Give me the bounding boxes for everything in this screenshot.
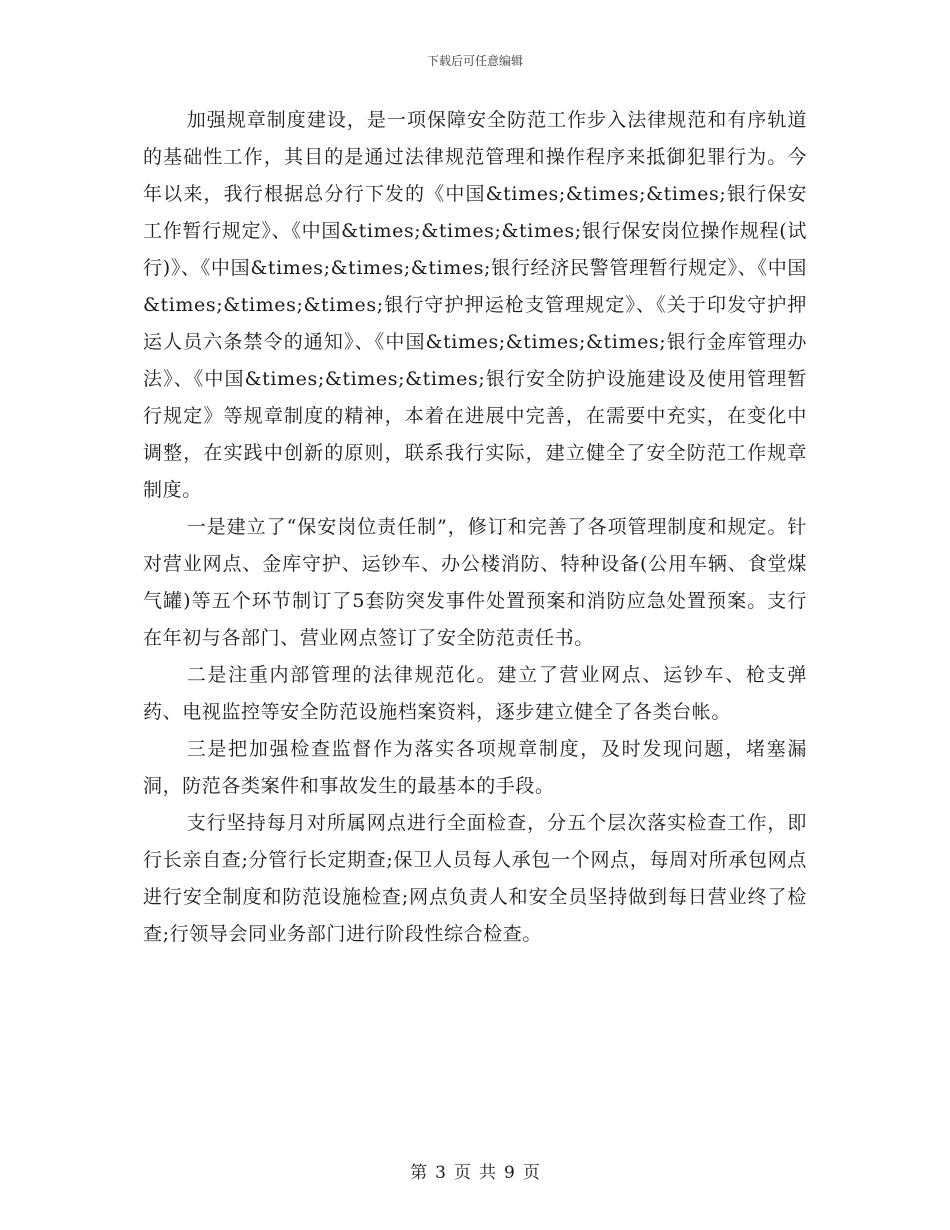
footer-total-label: 共: [479, 1163, 496, 1183]
paragraph-point-three: 三是把加强检查监督作为落实各项规章制度，及时发现问题，堵塞漏洞，防范各类案件和事故发生的最基本的手段。: [143, 738, 807, 797]
page-header: 下载后可任意编辑: [426, 54, 523, 68]
current-page-number: 3: [435, 1163, 446, 1183]
footer-suffix: 页: [522, 1163, 540, 1183]
paragraph-point-two: 二是注重内部管理的法律规范化。建立了营业网点、运钞车、枪支弹药、电视监控等安全防范设施档案资料，逐步建立健全了各类台帐。: [143, 664, 807, 723]
paragraph-point-one: 一是建立了“保安岗位责任制”，修订和完善了各项管理制度和规定。针对营业网点、金库守护、运钞车、办公楼消防、特种设备(公用车辆、食堂煤气罐)等五个环节制订了5套防突发事件处置预案和消防应急处置预案。支行在年初与各部门、营业网点签订了安全防范责任书。: [143, 516, 807, 649]
footer-prefix: 第: [410, 1163, 428, 1183]
page-footer: [0, 1158, 950, 1183]
document-body: [143, 102, 807, 953]
total-page-count: 9: [504, 1163, 515, 1183]
paragraph-regulations: 加强规章制度建设，是一项保障安全防范工作步入法律规范和有序轨道的基础性工作，其目的是通过法律规范管理和操作程序来抵御犯罪行为。今年以来，我行根据总分行下发的《中国&times;&times;&times;银行保安工作暂行规定》、《中国&times;&times;&times;银行保安岗位操作规程(试行)》、《中国&times;&times;&times;银行经济民警管理暂行规定》、《中国&times;&times;&times;银行守护押运枪支管理规定》、《关于印发守护押运人员六条禁令的通知》、《中国&times;&times;&times;银行金库管理办法》、《中国&times;&times;&times;银行安全防护设施建设及使用管理暂行规定》等规章制度的精神，本着在进展中完善，在需要中充实，在变化中调整，在实践中创新的原则，联系我行实际，建立健全了安全防范工作规章制度。: [143, 109, 807, 501]
paragraph-inspections: 支行坚持每月对所属网点进行全面检查，分五个层次落实检查工作，即行长亲自查;分管行长定期查;保卫人员每人承包一个网点，每周对所承包网点进行安全制度和防范设施检查;网点负责人和安全员坚持做到每日营业终了检查;行领导会同业务部门进行阶段性综合检查。: [143, 812, 807, 945]
footer-page-label: 页: [454, 1163, 471, 1183]
